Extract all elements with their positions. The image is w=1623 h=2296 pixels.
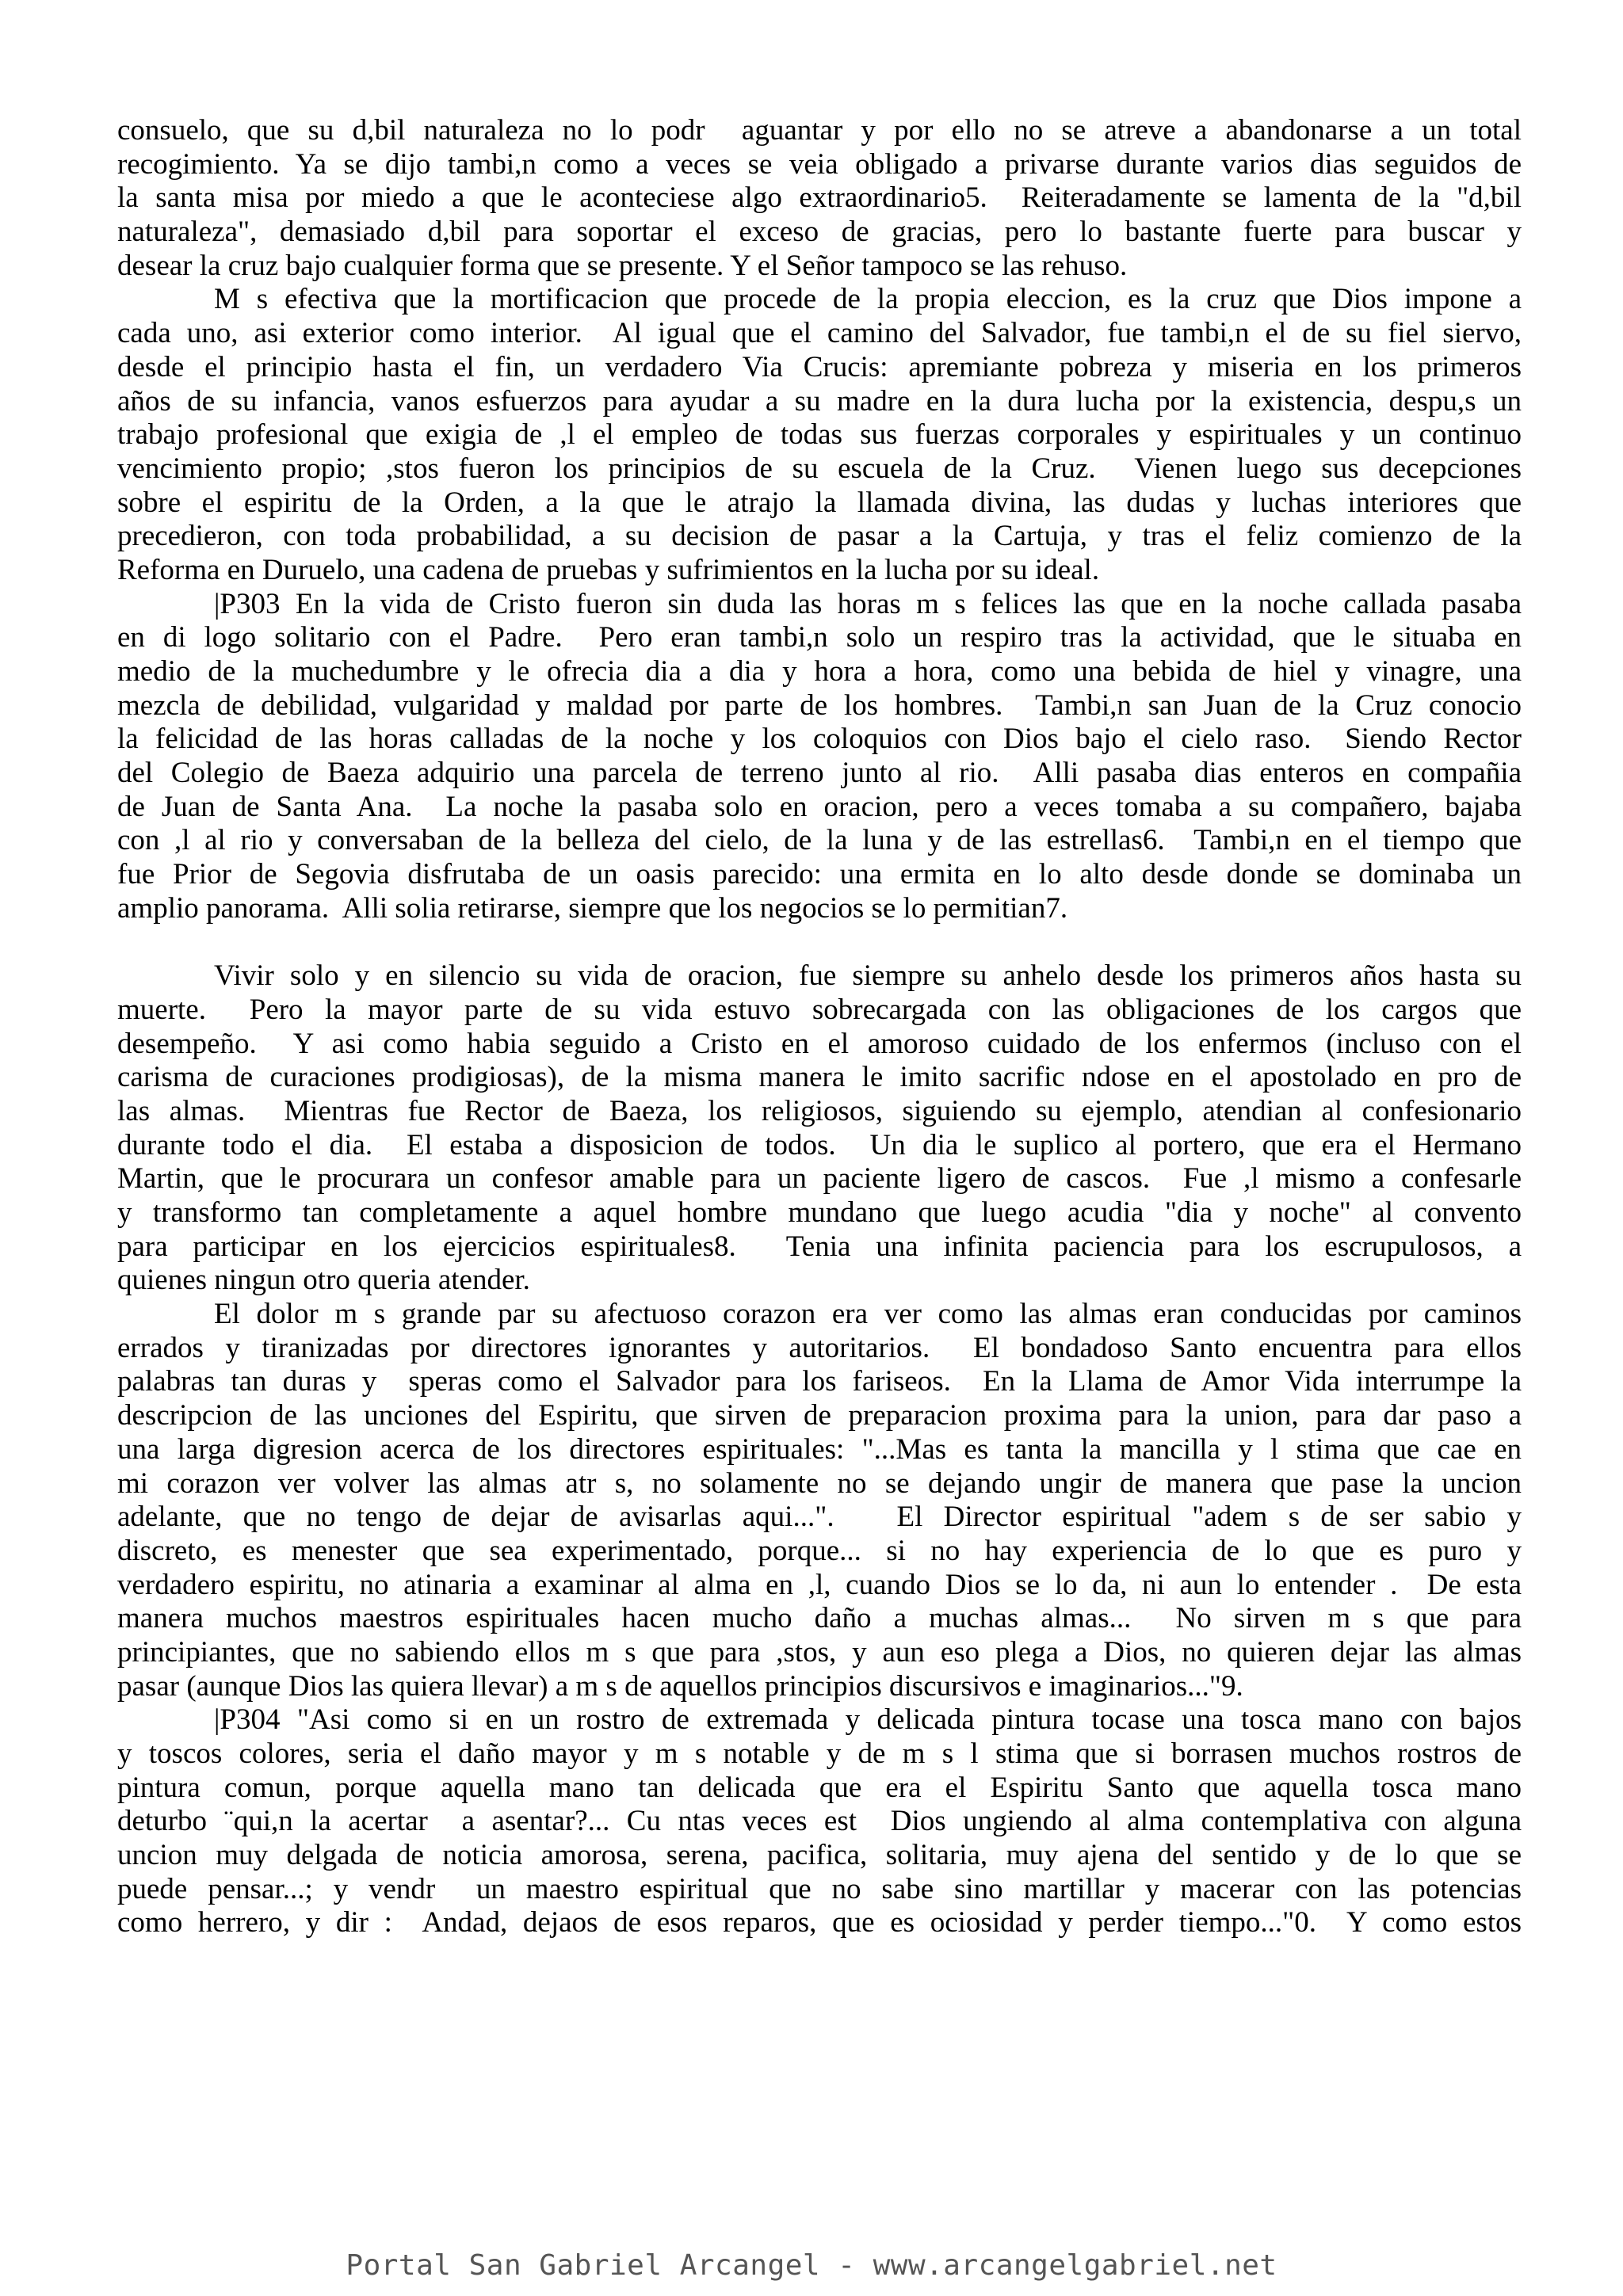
text-line: palabras tan duras y speras como el Salvador para los fariseos. En la Llama de Amor Vida interrumpe la: [117, 1365, 1522, 1398]
text-line: trabajo profesional que exigia de ,l el empleo de todas sus fuerzas corporales y espirituales y un continuo: [117, 418, 1522, 452]
text-line: sobre el espiritu de la Orden, a la que le atrajo la llamada divina, las dudas y luchas interiores que: [117, 486, 1522, 519]
text-line: una larga digresion acerca de los directores espirituales: "...Mas es tanta la mancilla y l stima que cae en: [117, 1432, 1522, 1466]
text-line: Vivir solo y en silencio su vida de oracion, fue siempre su anhelo desde los primeros años hasta su: [214, 959, 1522, 993]
text-line: verdadero espiritu, no atinaria a examinar al alma en ,l, cuando Dios se lo da, ni aun lo entender . De esta: [117, 1568, 1522, 1601]
text-line: medio de la muchedumbre y le ofrecia dia a dia y hora a hora, como una bebida de hiel y vinagre, una: [117, 655, 1522, 688]
text-line: vencimiento propio; ,stos fueron los principios de su escuela de la Cruz. Vienen luego sus decepciones: [117, 452, 1522, 485]
page-footer: Portal San Gabriel Arcangel - www.arcangelgabriel.net: [346, 2249, 1277, 2282]
text-line: muerte. Pero la mayor parte de su vida estuvo sobrecargada con las obligaciones de los cargos que: [117, 993, 1522, 1026]
text-line: las almas. Mientras fue Rector de Baeza, los religiosos, siguiendo su ejemplo, atendian al confesionario: [117, 1094, 1522, 1127]
text-line: en di logo solitario con el Padre. Pero eran tambi,n solo un respiro tras la actividad, que le situaba en: [117, 621, 1522, 654]
text-line: Reforma en Duruelo, una cadena de pruebas y sufrimientos en la lucha por su ideal.: [117, 553, 1100, 586]
text-line: amplio panorama. Alli solia retirarse, siempre que los negocios se lo permitian7.: [117, 891, 1068, 925]
text-line: quienes ningun otro queria atender.: [117, 1264, 530, 1297]
blank-line: [117, 926, 1522, 960]
text-line: desear la cruz bajo cualquier forma que se presente. Y el Señor tampoco se las rehuso.: [117, 249, 1128, 282]
text-line: naturaleza", demasiado d,bil para soportar el exceso de gracias, pero lo bastante fuerte para buscar y: [117, 215, 1522, 249]
text-line: durante todo el dia. El estaba a disposicion de todos. Un dia le suplico al portero, que era el Hermano: [117, 1128, 1522, 1161]
text-line: la santa misa por miedo a que le aconteciese algo extraordinario5. Reiteradamente se lamenta de la "d,bil: [117, 181, 1522, 215]
text-line: Martin, que le procurara un confesor amable para un paciente ligero de cascos. Fue ,l mismo a confesarle: [117, 1162, 1522, 1196]
text-line: y toscos colores, seria el daño mayor y m s notable y de m s l stima que si borrasen muchos rostros de: [117, 1737, 1522, 1770]
text-line: descripcion de las unciones del Espiritu, que sirven de preparacion proxima para la union, para dar paso a: [117, 1399, 1522, 1432]
text-line: la felicidad de las horas calladas de la noche y los coloquios con Dios bajo el cielo raso. Siendo Rector: [117, 723, 1522, 756]
text-line: desempeño. Y asi como habia seguido a Cristo en el amoroso cuidado de los enfermos (incluso con el: [117, 1027, 1522, 1060]
text-line: precedieron, con toda probabilidad, a su decision de pasar a la Cartuja, y tras el feliz comienzo de la: [117, 520, 1522, 553]
text-line: mezcla de debilidad, vulgaridad y maldad por parte de los hombres. Tambi,n san Juan de la Cruz conocio: [117, 688, 1522, 722]
text-line: discreto, es menester que sea experimentado, porque... si no hay experiencia de lo que es puro y: [117, 1534, 1522, 1567]
text-line: con ,l al rio y conversaban de la belleza del cielo, de la luna y de las estrellas6. Tambi,n en el tiempo que: [117, 824, 1522, 857]
text-line: del Colegio de Baeza adquirio una parcela de terreno junto al rio. Alli pasaba dias enteros en compañia: [117, 757, 1522, 790]
text-line: deturbo ¨qui,n la acertar a asentar?... Cu ntas veces est Dios ungiendo al alma contemplativa con alguna: [117, 1805, 1522, 1838]
text-line: para participar en los ejercicios espirituales8. Tenia una infinita paciencia para los escrupulosos, a: [117, 1230, 1522, 1263]
text-line: mi corazon ver volver las almas atr s, no solamente no se dejando ungir de manera que pase la uncion: [117, 1466, 1522, 1500]
text-line: consuelo, que su d,bil naturaleza no lo podr aguantar y por ello no se atreve a abandonarse a un total: [117, 114, 1522, 147]
text-line: puede pensar...; y vendr un maestro espiritual que no sabe sino martillar y macerar con las potencias: [117, 1872, 1522, 1905]
text-line: años de su infancia, vanos esfuerzos para ayudar a su madre en la dura lucha por la existencia, despu,s un: [117, 384, 1522, 418]
text-line: errados y tiranizadas por directores ignorantes y autoritarios. El bondadoso Santo encuentra para ellos: [117, 1331, 1522, 1364]
text-line: principiantes, que no sabiendo ellos m s que para ,stos, y aun eso plega a Dios, no quieren dejar las almas: [117, 1635, 1522, 1669]
text-line: desde el principio hasta el fin, un verdadero Via Crucis: apremiante pobreza y miseria en los primeros: [117, 350, 1522, 383]
text-line: como herrero, y dir : Andad, dejaos de esos reparos, que es ociosidad y perder tiempo..."0. Y como estos: [117, 1906, 1522, 1939]
text-line: de Juan de Santa Ana. La noche la pasaba solo en oracion, pero a veces tomaba a su compañero, bajaba: [117, 790, 1522, 823]
text-line: y transformo tan completamente a aquel hombre mundano que luego acudia "dia y noche" al convento: [117, 1196, 1522, 1229]
text-line: |P304 "Asi como si en un rostro de extremada y delicada pintura tocase una tosca mano con bajos: [214, 1703, 1522, 1737]
text-line: uncion muy delgada de noticia amorosa, serena, pacifica, solitaria, muy ajena del sentido y de lo que se: [117, 1839, 1522, 1872]
text-line: |P303 En la vida de Cristo fueron sin duda las horas m s felices las que en la noche callada pasaba: [214, 587, 1522, 620]
text-line: manera muchos maestros espirituales hacen mucho daño a muchas almas... No sirven m s que para: [117, 1602, 1522, 1635]
text-line: adelante, que no tengo de dejar de avisarlas aqui...". El Director espiritual "adem s de ser sabio y: [117, 1501, 1522, 1534]
text-line: pasar (aunque Dios las quiera llevar) a m s de aquellos principios discursivos e imaginarios..."9.: [117, 1669, 1243, 1703]
text-line: carisma de curaciones prodigiosas), de la misma manera le imito sacrific ndose en el apostolado en pro de: [117, 1061, 1522, 1094]
text-line: fue Prior de Segovia disfrutaba de un oasis parecido: una ermita en lo alto desde donde se dominaba un: [117, 858, 1522, 891]
text-line: pintura comun, porque aquella mano tan delicada que era el Espiritu Santo que aquella tosca mano: [117, 1771, 1522, 1804]
text-line: El dolor m s grande par su afectuoso corazon era ver como las almas eran conducidas por caminos: [214, 1298, 1522, 1331]
text-line: cada uno, asi exterior como interior. Al igual que el camino del Salvador, fue tambi,n el de su fiel siervo,: [117, 317, 1522, 350]
text-line: M s efectiva que la mortificacion que procede de la propia eleccion, es la cruz que Dios impone a: [214, 283, 1522, 316]
text-line: recogimiento. Ya se dijo tambi,n como a veces se veia obligado a privarse durante varios dias seguidos de: [117, 147, 1522, 181]
document-body: [117, 114, 1522, 1940]
